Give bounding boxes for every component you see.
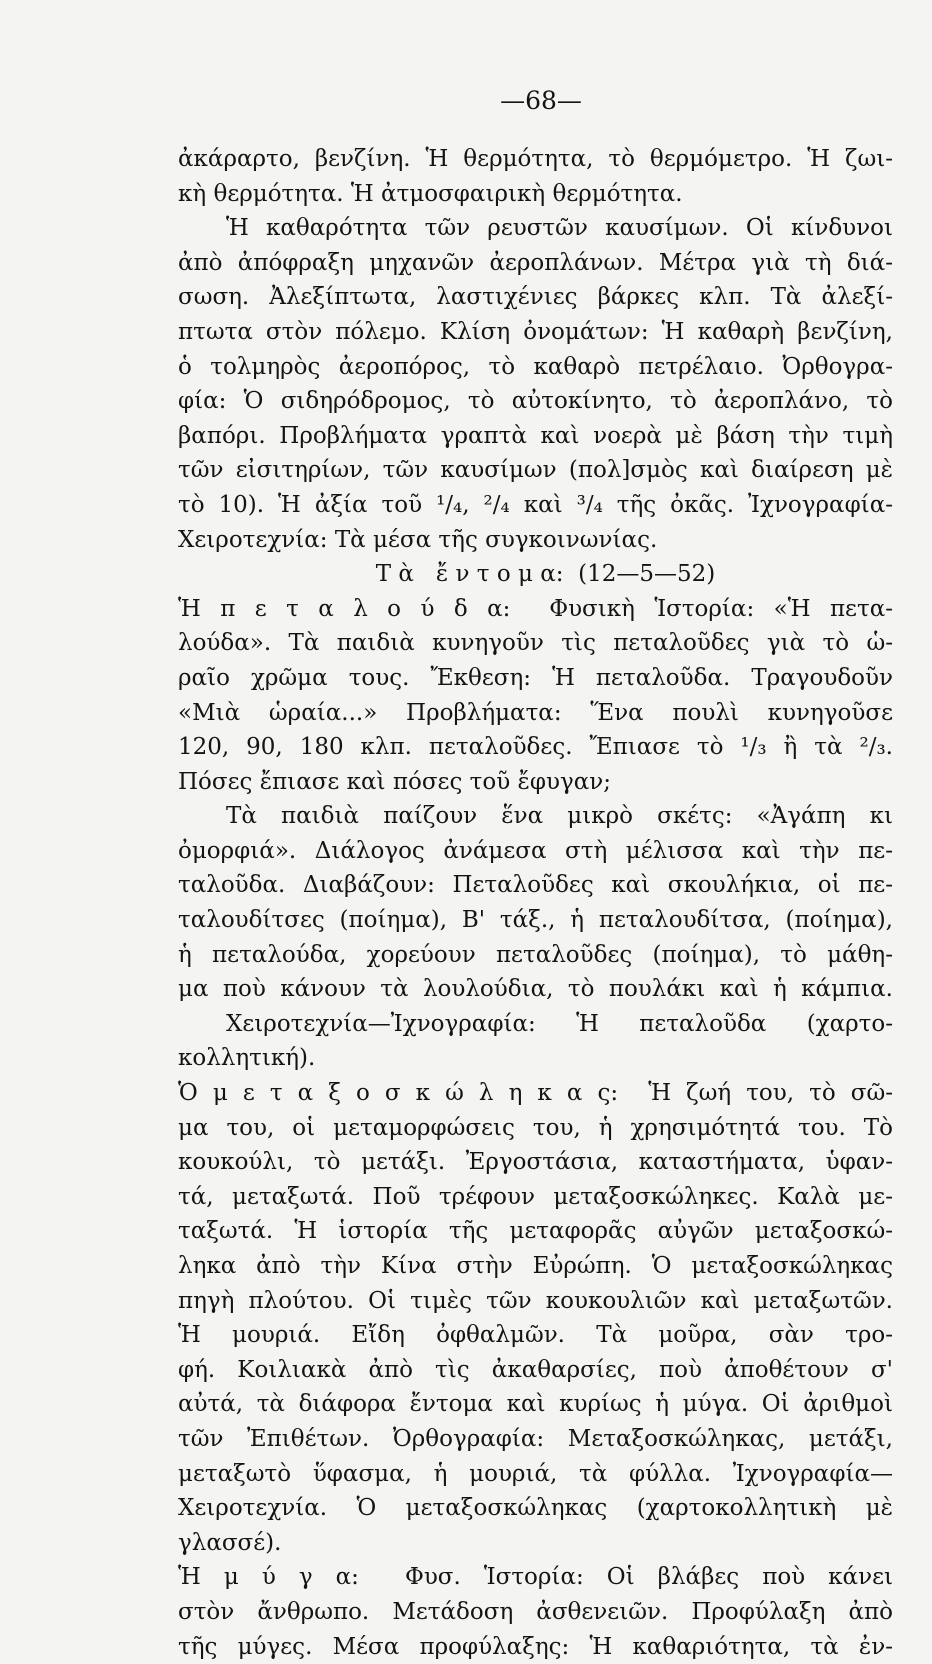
text-line: ταξωτά. Ἡ ἱστορία τῆς μεταφορᾶς αὐγῶν μεταξοσκώ-	[178, 1218, 893, 1245]
text-line: Ἡ καθαρότητα τῶν ρευστῶν καυσίμων. Οἱ κίνδυνοι	[226, 215, 893, 242]
text-line: ἀκάραρτο, βενζίνη. Ἡ θερμότητα, τὸ θερμόμετρο. Ἡ ζωι-	[178, 146, 893, 172]
text-line: Ἡ μουριά. Εἴδη ὀφθαλμῶν. Τὰ μοῦρα, σὰν τρο-	[178, 1322, 893, 1349]
text-line: μεταξωτὸ ὕφασμα, ἡ μουριά, τὰ φύλλα. Ἰχνογραφία—	[178, 1460, 893, 1487]
text-line: Πόσες ἔπιασε καὶ πόσες τοῦ ἔφυγαν;	[178, 768, 611, 795]
text-line: ταλουδίτσες (ποίημα), Β' τάξ., ἡ πεταλουδίτσα, (ποίημα),	[178, 907, 893, 934]
text-line: Χειροτεχνία. Ὁ μεταξοσκώληκας (χαρτοκολλητικὴ μὲ	[178, 1495, 893, 1522]
text-line: λούδα». Τὰ παιδιὰ κυνηγοῦν τὶς πεταλοῦδες γιὰ τὸ ὡ-	[178, 630, 893, 657]
text-line: πηγὴ πλούτου. Οἱ τιμὲς τῶν κουκουλιῶν καὶ μεταξωτῶν.	[178, 1287, 893, 1314]
text-line: Ἡ π ε τ α λ ο ύ δ α: Φυσικὴ Ἱστορία: «Ἡ πετα-	[178, 595, 893, 622]
text-line: 120, 90, 180 κλπ. πεταλοῦδες. Ἔπιασε τὸ ¹/₃ ἢ τὰ ²/₃.	[178, 734, 893, 761]
text-line: μα ποὺ κάνουν τὰ λουλούδια, τὸ πουλάκι καὶ ἡ κάμπια.	[178, 976, 893, 1003]
text-line: σωση. Ἀλεξίπτωτα, λαστιχένιες βάρκες κλπ. Τὰ ἀλεξί-	[178, 284, 893, 311]
text-line: γλασσέ).	[178, 1529, 282, 1556]
text-line: κὴ θερμότητα. Ἡ ἀτμοσφαιρικὴ θερμότητα.	[178, 180, 683, 207]
text-line: Χειροτεχνία: Τὰ μέσα τῆς συγκοινωνίας.	[178, 526, 658, 553]
text-line: κουκούλι, τὸ μετάξι. Ἐργοστάσια, καταστήματα, ὑφαν-	[178, 1149, 893, 1176]
text-line: μα του, οἱ μεταμορφώσεις του, ἡ χρησιμότητά του. Τὸ	[178, 1114, 893, 1141]
text-line: ὀμορφιά». Διάλογος ἀνάμεσα στὴ μέλισσα καὶ τὴν πε-	[178, 837, 893, 864]
body-text	[178, 142, 893, 1664]
text-line: τῆς μύγες. Μέσα προφύλαξης: Ἡ καθαριότητα, τὰ ἐν-	[178, 1633, 893, 1660]
text-line: Χειροτεχνία—Ἰχνογραφία: Ἡ πεταλοῦδα (χαρτο-	[226, 1010, 893, 1037]
text-line: τῶν Ἐπιθέτων. Ὀρθογραφία: Μεταξοσκώληκας, μετάξι,	[178, 1425, 893, 1452]
text-line: ληκα ἀπὸ τὴν Κίνα στὴν Εὐρώπη. Ὁ μεταξοσκώληκας	[178, 1253, 893, 1279]
text-line: «Μιὰ ὡραία...» Προβλήματα: Ἕνα πουλὶ κυνηγοῦσε	[178, 699, 893, 726]
text-line: πτωτα στὸν πόλεμο. Κλίση ὀνομάτων: Ἡ καθαρὴ βενζίνη,	[178, 318, 893, 345]
text-line: Τ ὰ ἔ ν τ ο μ α: (12—5—52)	[375, 561, 716, 588]
text-line: τά, μεταξωτά. Ποῦ τρέφουν μεταξοσκώληκες. Καλὰ με-	[178, 1183, 893, 1210]
text-line: ἡ πεταλούδα, χορεύουν πεταλοῦδες (ποίημα), τὸ μάθη-	[178, 941, 893, 968]
text-line: ὁ τολμηρὸς ἀεροπόρος, τὸ καθαρὸ πετρέλαιο. Ὀρθογρα-	[178, 353, 893, 380]
text-line: ἀπὸ ἀπόφραξη μηχανῶν ἀεροπλάνων. Μέτρα γιὰ τὴ διά-	[178, 249, 893, 276]
text-line: φή. Κοιλιακὰ ἀπὸ τὶς ἀκαθαρσίες, ποὺ ἀποθέτουν σ'	[178, 1356, 893, 1383]
page-number: —68—	[500, 86, 582, 115]
text-line: Ὁ μ ε τ α ξ ο σ κ ώ λ η κ α ς: Ἡ ζωή του, τὸ σῶ-	[178, 1080, 893, 1107]
text-line: τῶν εἰσιτηρίων, τῶν καυσίμων (πολ]σμὸς καὶ διαίρεση μὲ	[178, 457, 893, 484]
text-line: Τὰ παιδιὰ παίζουν ἕνα μικρὸ σκέτς: «Ἀγάπη κι	[226, 803, 893, 830]
text-line: κολλητική).	[178, 1045, 316, 1072]
text-line: ραῖο χρῶμα τους. Ἔκθεση: Ἡ πεταλοῦδα. Τραγουδοῦν	[178, 664, 893, 691]
text-line: φία: Ὁ σιδηρόδρομος, τὸ αὐτοκίνητο, τὸ ἀεροπλάνο, τὸ	[178, 388, 893, 415]
text-line: Ἡ μ ύ γ α: Φυσ. Ἱστορία: Οἱ βλάβες ποὺ κάνει	[178, 1564, 893, 1591]
text-line: βαπόρι. Προβλήματα γραπτὰ καὶ νοερὰ μὲ βάση τὴν τιμὴ	[178, 422, 893, 449]
text-line: αὐτά, τὰ διάφορα ἔντομα καὶ κυρίως ἡ μύγα. Οἱ ἀριθμοὶ	[178, 1391, 893, 1418]
text-line: ταλοῦδα. Διαβάζουν: Πεταλοῦδες καὶ σκουλήκια, οἱ πε-	[178, 872, 893, 899]
text-line: στὸν ἄνθρωπο. Μετάδοση ἀσθενειῶν. Προφύλαξη ἀπὸ	[178, 1598, 893, 1625]
text-line: τὸ 10). Ἡ ἀξία τοῦ ¹/₄, ²/₄ καὶ ³/₄ τῆς ὀκᾶς. Ἰχνογραφία-	[178, 491, 893, 518]
